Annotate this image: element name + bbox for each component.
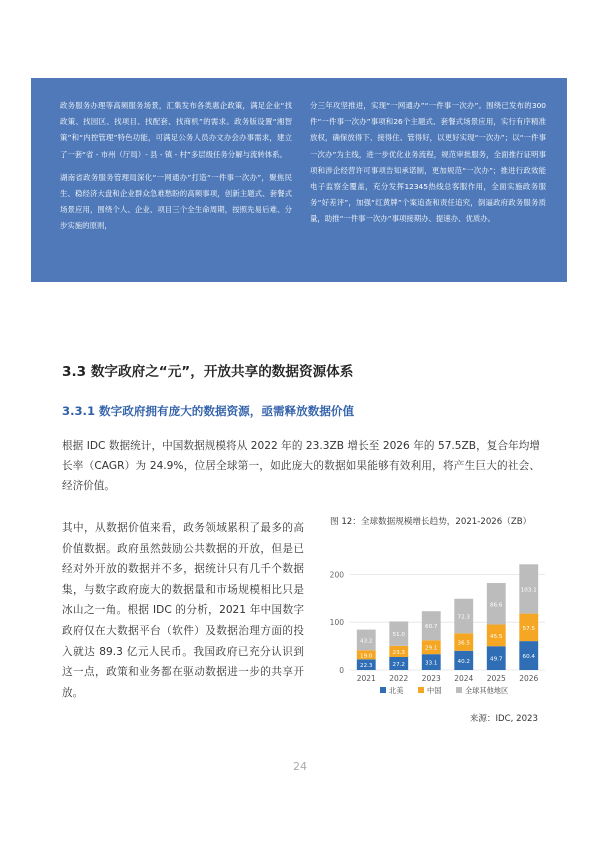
data-label: 22.3 [360,663,373,670]
body-paragraph-2: 其中，从数据价值来看，政务领域累积了最多的高价值数据。政府虽然鼓励公共数据的开放，但是已经对外开放的数据并不多，据统计只有几千个数据集，与数字政府庞大的数据量和市场规模相比只是冰山之一角。根据 IDC 的分析，2021 年中国数字政府仅在大数据平台（软件）及数据治理方面的投入就达 89.3 亿元人民币。我国政府已充分认识到这一点，政策和业务都在驱动数据进一步的共享开放。 [62,522,304,699]
legend-swatch [418,687,424,693]
x-tick-label: 2024 [454,674,474,683]
legend-label: 全球其他地区 [465,686,509,695]
data-label: 86.6 [490,602,503,609]
figure-source: 来源：IDC, 2023 [469,714,538,724]
legend-label: 北美 [389,686,404,695]
intro-left-para-2: 湖南省政务服务管理局深化“一网通办”打造“一件事一次办”，聚焦民生、稳经济大盘和企业群众急难愁盼的高频事项，创新主题式、套餐式场景应用，围绕个人、企业、项目三个全生命周期，按照先易后难、分步实施的原则， [60,172,292,231]
x-tick-label: 2023 [421,674,441,683]
page-number: 24 [293,760,307,773]
x-tick-label: 2025 [486,674,506,683]
data-label: 36.5 [457,640,470,647]
data-label: 19.0 [360,653,373,660]
x-tick-label: 2021 [356,674,376,683]
section-title: 3.3 数字政府之“元”，开放共享的数据资源体系 [62,364,354,380]
data-label: 49.7 [490,656,503,663]
data-label: 103.1 [520,587,537,594]
body-paragraph-1: 根据 IDC 数据统计，中国数据规模将从 2022 年的 23.3ZB 增长至 2026 年的 57.5ZB，复合年均增长率（CAGR）为 24.9%，位居全球第一，如此庞大的数据如果能够有效利用，将产生巨大的社会、经济价值。 [62,440,540,492]
data-label: 43.2 [360,638,373,645]
intro-right-para-1: 分三年攻坚推进，实现“一网通办”“一件事一次办”。围绕已发布的300件“一件事一次办”事项和26个主题式、套餐式场景应用，实行有序精准放权，确保放得下、接得住、管得好，以更好实现“一次办”；以“一件事一次办”为主线，进一步优化业务流程，规范审批服务，全面推行证明事项和涉企经营许可事项告知承诺制，更加规范“一次办”；推进行政效能电子监察全覆盖，充分发挥12345热线总客服作用，全面实施政务服务“好差评”，加强“红黄牌”个案追查和责任追究，倒逼政府政务服务质量，助推“一件事一次办”事项接期办、提速办、优质办。 [310,101,546,224]
data-label: 23.3 [392,649,405,656]
intro-left-para-1: 政务服务办理等高频服务场景，汇集发布各类惠企政策，满足企业“找政策、找园区、找项目、找配套、找商机”的需求。政务版设置“湘智策”和“内控管理”特色功能，可满足公务人员办文办会办事需求，建立了一套“省 - 市州（厅局）- 县 - 镇 - 村”多层级任务分解与流转体系。 [60,101,292,159]
stacked-bar-chart [320,552,550,702]
data-label: 40.2 [457,658,470,665]
data-label: 51.0 [392,632,405,639]
data-label: 60.7 [425,624,438,631]
data-label: 27.2 [392,661,405,668]
y-tick-label: 100 [329,618,344,628]
x-tick-label: 2026 [519,674,539,683]
data-label: 57.5 [522,625,535,632]
data-label: 29.1 [425,645,438,652]
intro-right-column [310,98,546,235]
legend-swatch [380,687,386,693]
figure-caption: 图 12：全球数据规模增长趋势，2021-2026（ZB） [330,517,532,527]
data-label: 45.5 [490,633,503,640]
legend-swatch [456,687,462,693]
y-tick-label: 200 [329,570,344,580]
x-tick-label: 2022 [389,674,409,683]
y-tick-label: 0 [339,666,344,675]
data-label: 60.4 [522,654,535,661]
data-label: 33.1 [425,660,438,667]
data-label: 72.3 [457,614,470,621]
intro-left-column [60,98,292,242]
legend-label: 中国 [427,686,442,695]
section-subtitle: 3.3.1 数字政府拥有庞大的数据资源，亟需释放数据价值 [62,404,355,418]
